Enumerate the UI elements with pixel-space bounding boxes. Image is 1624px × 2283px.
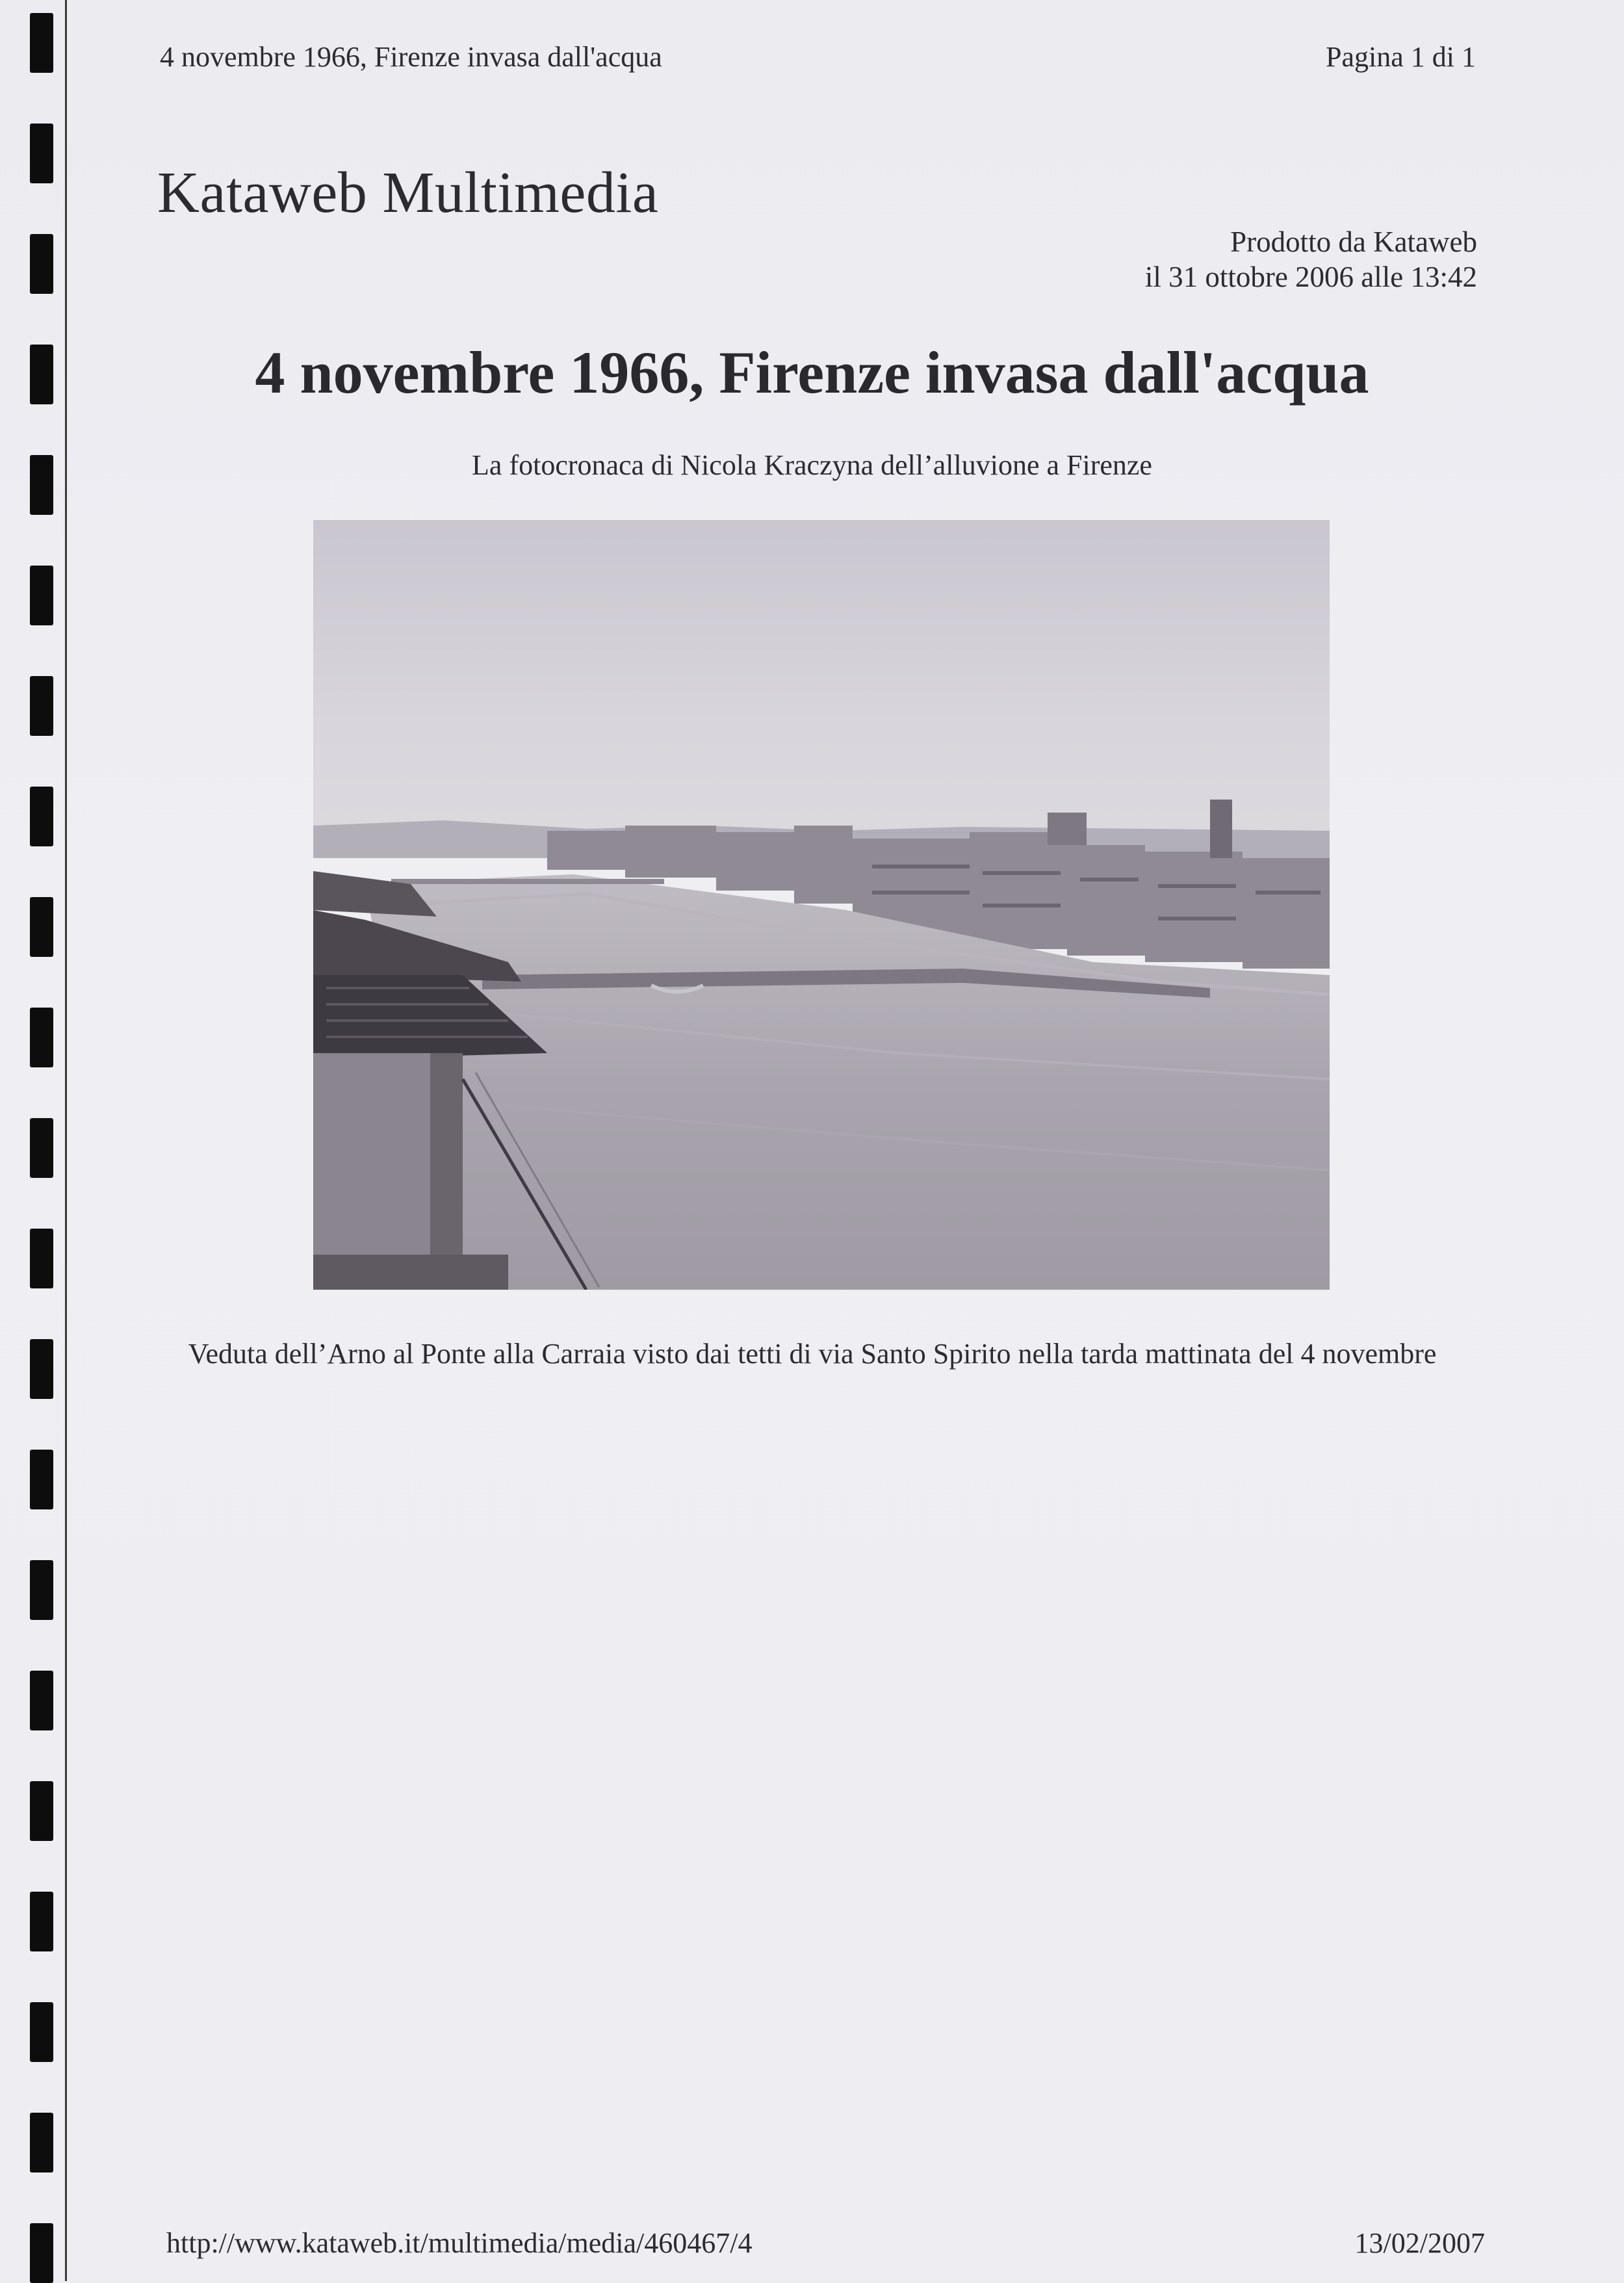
page-number: Pagina 1 di 1 [1326,41,1476,73]
binding-hole [30,234,53,294]
binding-hole [30,124,53,183]
article-subtitle: La fotocronaca di Nicola Kraczyna dell’alluvione a Firenze [472,449,1152,481]
photo-sky [313,520,1330,858]
binding-hole [30,2113,53,2172]
running-header-title: 4 novembre 1966, Firenze invasa dall'acqua [160,41,662,73]
binding-hole [30,897,53,957]
credit-date: il 31 ottobre 2006 alle 13:42 [1144,261,1477,293]
binding-hole [30,1118,53,1178]
binding-hole [30,13,53,73]
credit-producer: Prodotto da Kataweb [1230,226,1477,258]
binding-hole [30,1450,53,1509]
binding-hole [30,566,53,625]
brand-title: Kataweb Multimedia [157,161,659,225]
photo-roof-upper [313,871,437,917]
binding-hole [30,1892,53,1951]
credit-block [1145,224,1477,294]
binding-hole [30,2223,53,2283]
photo-far-bridge [391,879,664,884]
binding-hole [30,1008,53,1067]
photo-house-wall [313,1053,430,1255]
article-headline: 4 novembre 1966, Firenze invasa dall'acqua [255,339,1369,406]
flood-photo [313,520,1330,1290]
binding-hole [30,1229,53,1288]
photo-caption: Veduta dell’Arno al Ponte alla Carraia visto dai tetti di via Santo Spirito nella tarda mattinata del 4 novembre [188,1338,1437,1370]
binding-hole [30,676,53,736]
binding-hole [30,1671,53,1730]
binding-hole [30,1339,53,1399]
footer-date: 13/02/2007 [1354,2227,1485,2259]
binding-hole [30,1781,53,1841]
binding-hole [30,787,53,846]
binding-hole [30,2002,53,2062]
binding-hole [30,1560,53,1620]
footer-url: http://www.kataweb.it/multimedia/media/460467/4 [166,2227,753,2259]
